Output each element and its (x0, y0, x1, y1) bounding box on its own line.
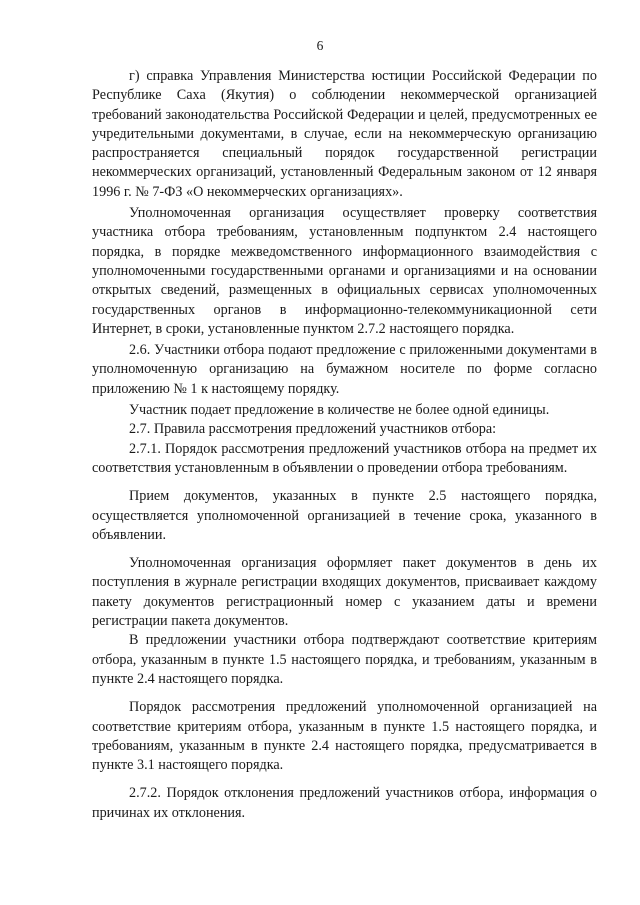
paragraph-2-6: 2.6. Участники отбора подают предложение с приложенными документами в уполномоченную организацию на бумажном носителе по форме согласно приложению № 1 к настоящему порядку. (92, 342, 597, 397)
document-body (92, 67, 597, 823)
paragraph-2-7-1: 2.7.1. Порядок рассмотрения предложений участников отбора на предмет их соответствия установленным в объявлении о проведении отбора требованиям. (92, 440, 597, 476)
paragraph-single-proposal: Участник подает предложение в количестве не более одной единицы. (129, 402, 550, 419)
paragraph-registration: Уполномоченная организация оформляет пакет документов в день их поступления в журнале регистрации входящих документов, присваивает каждому пакету документов регистрационный номер с указанием даты и времени регистрации пакета документов. (92, 555, 597, 630)
paragraph-2-7: 2.7. Правила рассмотрения предложений участников отбора: (129, 421, 497, 438)
paragraph-document-intake: Прием документов, указанных в пункте 2.5 настоящего порядка, осуществляется уполномоченной организацией в течение срока, указанного в объявлении. (92, 488, 597, 543)
paragraph-g-justice-certificate: г) справка Управления Министерства юстиции Российской Федерации по Республике Саха (Якутия) о соблюдении некоммерческой организацией требований законодательства Российской Федерации и целей, предусмотренных ее учредительными документами, в случае, если на некоммерческую организацию распространяется специальный порядок государственной регистрации некоммерческих организаций, установленный Федеральным законом от 12 января 1996 г. № 7-ФЗ «О некоммерческих организациях». (92, 68, 597, 200)
paragraph-confirmation: В предложении участники отбора подтверждают соответствие критериям отбора, указанным в пункте 1.5 настоящего порядка, и требованиям, указанным в пункте 2.4 настоящего порядка. (92, 632, 597, 687)
paragraph-verification: Уполномоченная организация осуществляет проверку соответствия участника отбора требованиям, установленным подпунктом 2.4 настоящего порядка, в порядке межведомственного информационного взаимодействия с уполномоченными государственными органами и организациями и на основании открытых сведений, размещенных в официальных сервисах уполномоченных государственных органов в информационно-телекоммуникационной сети Интернет, в сроки, установленные пунктом 2.7.2 настоящего порядка. (92, 205, 597, 337)
paragraph-review-procedure: Порядок рассмотрения предложений уполномоченной организацией на соответствие критериям отбора, указанным в пункте 1.5 настоящего порядка, и требованиям, указанным в пункте 2.4 настоящего порядка, предусматривается в пункте 3.1 настоящего порядка. (92, 699, 597, 774)
paragraph-2-7-2: 2.7.2. Порядок отклонения предложений участников отбора, информация о причинах их отклонения. (92, 785, 597, 821)
page-number: 6 (316, 38, 324, 53)
